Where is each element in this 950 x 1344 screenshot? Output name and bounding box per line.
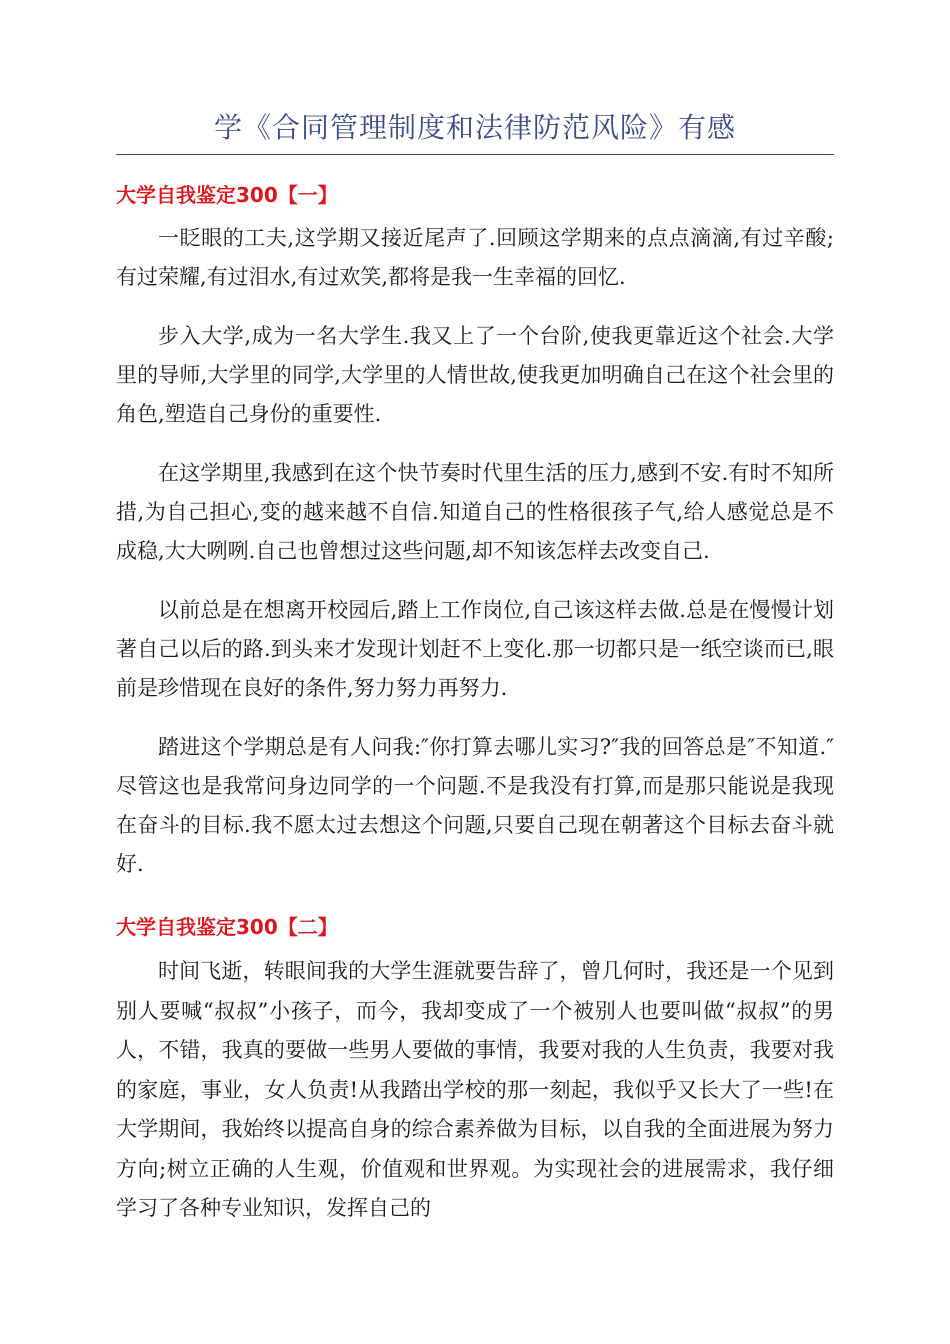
paragraph: 踏进这个学期总是有人问我:″你打算去哪儿实习?″我的回答总是″不知道.″尽管这也是我常问身边同学的一个问题.不是我没有打算,而是那只能说是我现在奋斗的目标.我不愿太过去想这个问题,只要自己现在朝著这个目标去奋斗就好. bbox=[116, 735, 834, 876]
section-heading-2: 大学自我鉴定300【二】 bbox=[116, 915, 338, 939]
section-heading-1: 大学自我鉴定300【一】 bbox=[116, 183, 338, 207]
section-body-2 bbox=[116, 952, 834, 1249]
paragraph: 在这学期里,我感到在这个快节奏时代里生活的压力,感到不安.有时不知所措,为自己担心,变的越来越不自信.知道自己的性格很孩子气,给人感觉总是不成稳,大大咧咧.自己也曾想过这些问题,却不知该怎样去改变自己. bbox=[116, 461, 834, 563]
paragraph: 步入大学,成为一名大学生.我又上了一个台阶,使我更靠近这个社会.大学里的导师,大学里的同学,大学里的人情世故,使我更加明确自己在这个社会里的角色,塑造自己身份的重要性. bbox=[116, 324, 834, 426]
document-title: 学《合同管理制度和法律防范风险》有感 bbox=[213, 111, 736, 144]
title-underline bbox=[116, 154, 834, 155]
paragraph: 以前总是在想离开校园后,踏上工作岗位,自己该这样去做.总是在慢慢计划著自己以后的路.到头来才发现计划赶不上变化.那一切都只是一纸空谈而已,眼前是珍惜现在良好的条件,努力努力再努力. bbox=[116, 598, 834, 700]
section-body-1 bbox=[116, 219, 834, 904]
paragraph: 一眨眼的工夫,这学期又接近尾声了.回顾这学期来的点点滴滴,有过辛酸;有过荣耀,有过泪水,有过欢笑,都将是我一生幸福的回忆. bbox=[116, 226, 834, 289]
paragraph: 时间飞逝，转眼间我的大学生涯就要告辞了，曾几何时，我还是一个见到别人要喊“叔叔”小孩子，而今，我却变成了一个被别人也要叫做“叔叔”的男人，不错，我真的要做一些男人要做的事情，我要对我的人生负责，我要对我的家庭，事业，女人负责!从我踏出学校的那一刻起，我似乎又长大了一些!在大学期间，我始终以提高自身的综合素养做为目标，以自我的全面进展为努力方向;树立正确的人生观，价值观和世界观。为实现社会的进展需求，我仔细学习了各种专业知识，发挥自己的 bbox=[116, 959, 834, 1220]
